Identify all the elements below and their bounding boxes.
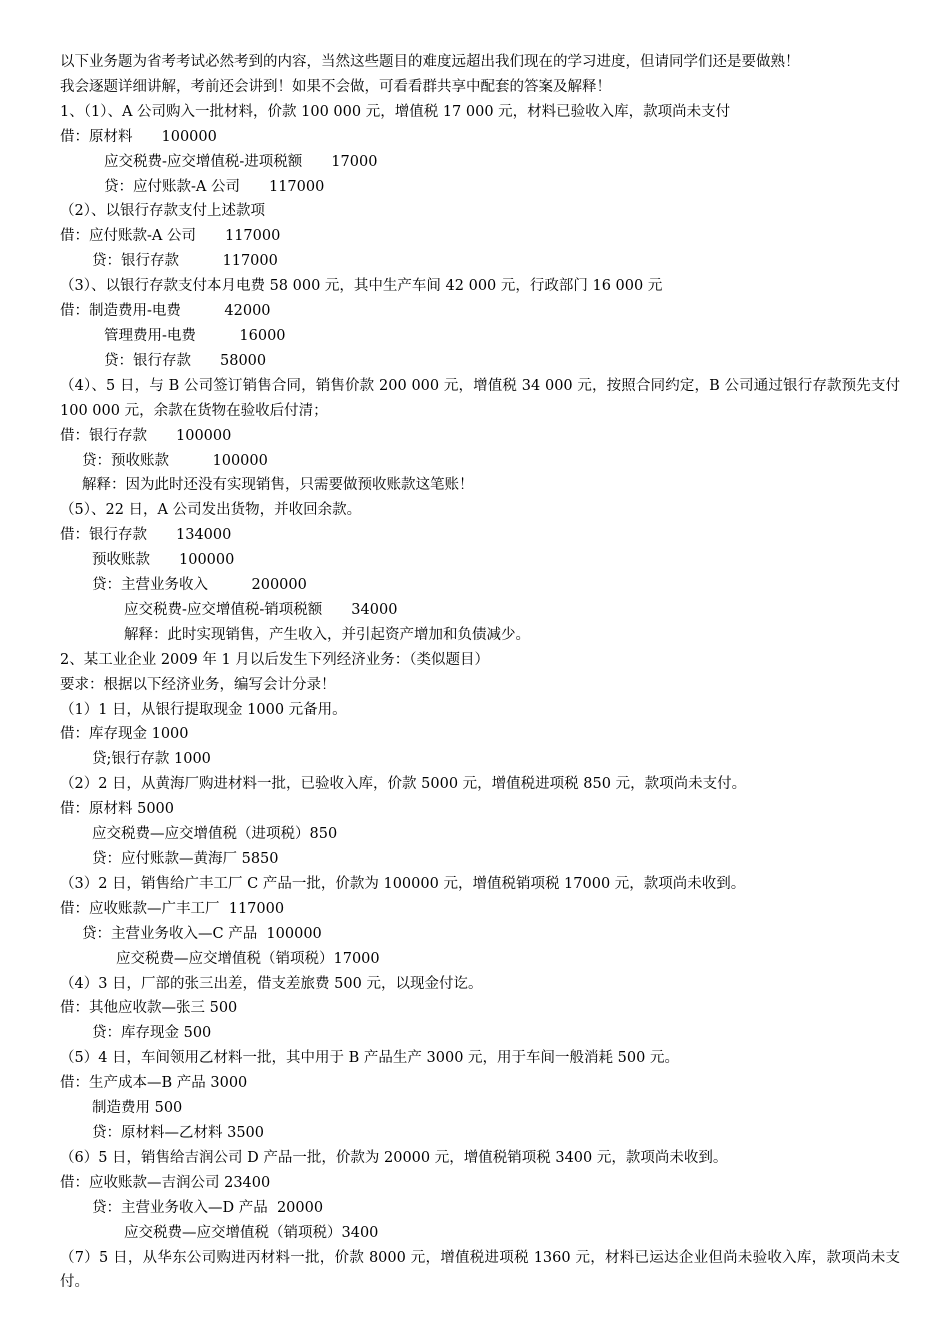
journal-entry-credit: 贷：主营业务收入—C 产品 100000 [82, 925, 322, 942]
journal-entry-credit-cont: 应交税费—应交增值税（销项税）3400 [124, 1224, 379, 1241]
journal-entry-debit-cont: 应交税费-应交增值税-进项税额 17000 [104, 153, 378, 170]
journal-entry-credit: 贷：预收账款 100000 [82, 452, 268, 469]
journal-entry-debit: 借：生产成本—B 产品 3000 [60, 1075, 248, 1092]
journal-entry-credit: 贷：银行存款 117000 [92, 253, 278, 270]
intro-line-1: 以下业务题为省考考试必然考到的内容，当然这些题目的难度远超出我们现在的学习进度，但请同学们还是要做熟！ [60, 54, 800, 70]
journal-entry-credit: 贷：原材料—乙材料 3500 [92, 1124, 265, 1141]
q2-requirement: 要求：根据以下经济业务，编写会计分录！ [60, 676, 336, 693]
q1-item-2-title: （2）、以银行存款支付上述款项 [60, 203, 265, 220]
journal-entry-credit: 贷：主营业务收入 200000 [92, 577, 307, 594]
q1-item-5-title: （5）、22 日，A 公司发出货物，并收回余款。 [60, 502, 362, 519]
q2-item-1-title: （1）1 日，从银行提取现金 1000 元备用。 [60, 701, 347, 718]
journal-entry-credit: 贷：主营业务收入—D 产品 20000 [92, 1199, 324, 1216]
journal-entry-debit-cont: 应交税费—应交增值税（进项税）850 [92, 826, 338, 843]
journal-entry-debit: 借：银行存款 134000 [60, 527, 232, 544]
q2-item-3-title: （3）2 日，销售给广丰工厂 C 产品一批，价款为 100000 元，增值税销项税 17000 元，款项尚未收到。 [60, 875, 746, 892]
journal-entry-debit-cont: 管理费用-电费 16000 [104, 327, 286, 344]
journal-entry-credit: 贷：银行存款 58000 [104, 352, 267, 369]
intro-line-2: 我会逐题详细讲解，考前还会讲到！如果不会做，可看看群共享中配套的答案及解释！ [60, 78, 611, 95]
journal-entry-debit: 借：应付账款-A 公司 117000 [60, 228, 281, 245]
explanation-note: 解释：因为此时还没有实现销售，只需要做预收账款这笔账！ [82, 477, 474, 494]
journal-entry-debit: 借：银行存款 100000 [60, 427, 232, 444]
q2-item-4-title: （4）3 日，厂部的张三出差，借支差旅费 500 元，以现金付讫。 [60, 975, 483, 992]
journal-entry-debit: 借：制造费用-电费 42000 [60, 303, 271, 320]
journal-entry-credit: 贷：库存现金 500 [92, 1025, 212, 1042]
journal-entry-debit: 借：应收账款—吉润公司 23400 [60, 1174, 271, 1191]
q2-title: 2、某工业企业 2009 年 1 月以后发生下列经济业务：（类似题目） [60, 651, 490, 668]
journal-entry-credit: 贷;银行存款 1000 [92, 751, 211, 768]
journal-entry-debit: 借：原材料 100000 [60, 128, 217, 145]
journal-entry-debit: 借：应收账款—广丰工厂 117000 [60, 900, 285, 917]
explanation-note: 解释：此时实现销售，产生收入，并引起资产增加和负债减少。 [124, 626, 530, 643]
q2-item-2-title: （2）2 日，从黄海厂购进材料一批，已验收入库，价款 5000 元，增值税进项税 850 元，款项尚未支付。 [60, 776, 747, 793]
journal-entry-credit: 贷：应付账款-A 公司 117000 [104, 178, 325, 195]
q2-item-7-title: （7）5 日，从华东公司购进丙材料一批，价款 8000 元，增值税进项税 1360 元，材料已运达企业但尚未验收入库，款项尚未支付。 [60, 1249, 900, 1291]
q2-item-6-title: （6）5 日，销售给吉润公司 D 产品一批，价款为 20000 元，增值税销项税 3400 元，款项尚未收到。 [60, 1149, 728, 1166]
journal-entry-debit: 借：原材料 5000 [60, 801, 175, 818]
q1-item-1-title: 1、（1）、A 公司购入一批材料，价款 100 000 元，增值税 17 000 元，材料已验收入库，款项尚未支付 [60, 103, 731, 120]
journal-entry-debit: 借：库存现金 1000 [60, 726, 189, 743]
q2-item-5-title: （5）4 日，车间领用乙材料一批，其中用于 B 产品生产 3000 元，用于车间一般消耗 500 元。 [60, 1050, 679, 1067]
q1-item-3-title: （3）、以银行存款支付本月电费 58 000 元，其中生产车间 42 000 元，行政部门 16 000 元 [60, 278, 663, 295]
journal-entry-debit-cont: 预收账款 100000 [92, 552, 235, 569]
journal-entry-credit-cont: 应交税费—应交增值税（销项税）17000 [116, 950, 380, 967]
journal-entry-credit-cont: 应交税费-应交增值税-销项税额 34000 [124, 601, 398, 618]
journal-entry-credit: 贷：应付账款—黄海厂 5850 [92, 851, 279, 867]
q1-item-4-title: （4）、5 日，与 B 公司签订销售合同，销售价款 200 000 元，增值税 34 000 元，按照合同约定，B 公司通过银行存款预先支付 100 000 元，余款在货物在验收后付清； [60, 377, 900, 419]
document-page [60, 50, 900, 1295]
journal-entry-debit: 借：其他应收款—张三 500 [60, 1000, 238, 1017]
journal-entry-debit-cont: 制造费用 500 [92, 1100, 183, 1117]
